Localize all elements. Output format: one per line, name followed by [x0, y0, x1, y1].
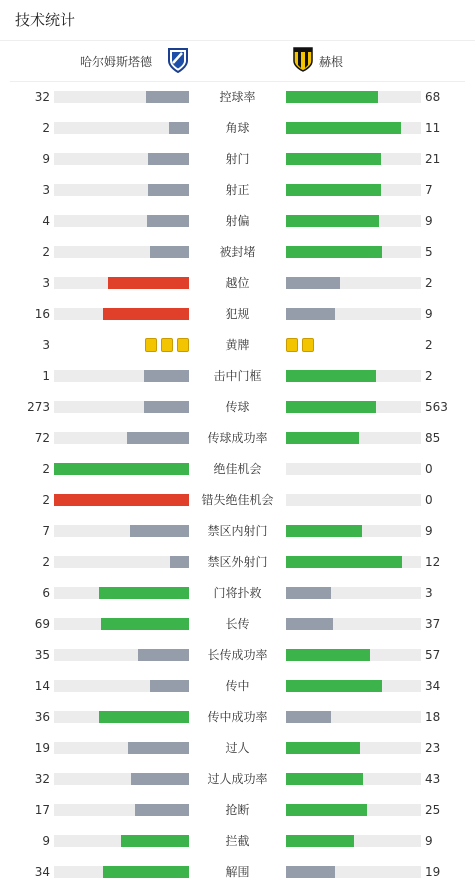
home-bar-fill: [146, 91, 189, 103]
home-value: 2: [42, 245, 50, 259]
home-bar-track: [54, 680, 189, 692]
away-value: 85: [425, 431, 441, 445]
stat-row: [0, 275, 475, 306]
away-value: 43: [425, 772, 441, 786]
stat-row: [0, 430, 475, 461]
away-bar-fill: [286, 215, 379, 227]
away-value: 9: [425, 524, 433, 538]
stat-label: 控球率: [219, 90, 256, 104]
home-bar-track: [54, 835, 189, 847]
away-bar-track: [286, 184, 421, 196]
stat-row: [0, 213, 475, 244]
yellow-card-icon: [302, 338, 314, 352]
away-value: 9: [425, 834, 433, 848]
away-bar-track: [286, 835, 421, 847]
home-bar-track: [54, 246, 189, 258]
away-bar-fill: [286, 773, 363, 785]
stat-label: 角球: [225, 121, 250, 135]
away-bar-fill: [286, 401, 376, 413]
home-bar-track: [54, 525, 189, 537]
stat-label: 射偏: [225, 214, 250, 228]
home-bar-track: [54, 649, 189, 661]
home-value: 3: [42, 276, 50, 290]
away-bar-track: [286, 587, 421, 599]
away-bar-track: [286, 742, 421, 754]
stat-row: [0, 151, 475, 182]
stat-label: 传球成功率: [207, 431, 268, 445]
away-bar-fill: [286, 866, 335, 878]
away-value: 2: [425, 276, 433, 290]
home-bar-fill: [121, 835, 189, 847]
away-value: 34: [425, 679, 441, 693]
stat-label: 禁区外射门: [207, 555, 268, 569]
away-value: 2: [425, 369, 433, 383]
home-bar-fill: [170, 556, 189, 568]
away-yellow-cards: [286, 338, 318, 352]
stat-label: 越位: [225, 276, 250, 290]
stat-row: [0, 399, 475, 430]
away-bar-track: [286, 680, 421, 692]
away-value: 18: [425, 710, 441, 724]
home-value: 69: [34, 617, 50, 631]
teams-header: [10, 41, 465, 82]
away-bar-fill: [286, 804, 367, 816]
home-value: 7: [42, 524, 50, 538]
home-bar-fill: [99, 711, 189, 723]
yellow-card-icon: [161, 338, 173, 352]
home-bar-fill: [128, 742, 189, 754]
home-bar-fill: [147, 215, 189, 227]
home-bar-track: [54, 91, 189, 103]
home-bar-track: [54, 711, 189, 723]
home-bar-fill: [103, 308, 189, 320]
home-bar-track: [54, 308, 189, 320]
yellow-card-icon: [145, 338, 157, 352]
stat-label: 射门: [225, 152, 250, 166]
away-bar-track: [286, 866, 421, 878]
stat-row: [0, 585, 475, 616]
away-bar-track: [286, 215, 421, 227]
away-bar-fill: [286, 587, 331, 599]
stat-row: [0, 337, 475, 368]
home-bar-fill: [144, 370, 189, 382]
stat-row: [0, 244, 475, 275]
home-bar-track: [54, 618, 189, 630]
home-value: 3: [42, 183, 50, 197]
away-bar-fill: [286, 277, 340, 289]
away-bar-track: [286, 463, 421, 475]
home-bar-fill: [54, 494, 189, 506]
home-value: 2: [42, 555, 50, 569]
stat-row: [0, 616, 475, 647]
away-bar-fill: [286, 618, 333, 630]
away-value: 5: [425, 245, 433, 259]
away-bar-fill: [286, 556, 402, 568]
stat-row: [0, 523, 475, 554]
home-bar-fill: [54, 463, 189, 475]
stat-row: [0, 709, 475, 740]
stat-label: 过人成功率: [207, 772, 268, 786]
home-bar-track: [54, 866, 189, 878]
away-value: 0: [425, 462, 433, 476]
away-bar-fill: [286, 308, 335, 320]
stat-label: 犯规: [225, 307, 250, 321]
home-value: 273: [27, 400, 50, 414]
away-bar-track: [286, 308, 421, 320]
stat-row: [0, 182, 475, 213]
home-value: 19: [34, 741, 50, 755]
stat-row: [0, 833, 475, 864]
home-bar-track: [54, 556, 189, 568]
away-value: 57: [425, 648, 441, 662]
stat-label: 过人: [225, 741, 250, 755]
stat-label: 被封堵: [219, 245, 256, 259]
away-value: 12: [425, 555, 441, 569]
home-value: 3: [42, 338, 50, 352]
away-bar-track: [286, 153, 421, 165]
home-value: 17: [34, 803, 50, 817]
stat-label: 绝佳机会: [213, 462, 262, 476]
home-bar-fill: [138, 649, 189, 661]
away-bar-fill: [286, 370, 376, 382]
stat-row: [0, 461, 475, 492]
stat-row: [0, 368, 475, 399]
away-value: 2: [425, 338, 433, 352]
away-value: 11: [425, 121, 441, 135]
yellow-card-icon: [177, 338, 189, 352]
away-bar-track: [286, 618, 421, 630]
away-bar-fill: [286, 525, 362, 537]
home-bar-track: [54, 494, 189, 506]
home-value: 6: [42, 586, 50, 600]
away-bar-track: [286, 494, 421, 506]
away-bar-fill: [286, 680, 382, 692]
home-bar-track: [54, 122, 189, 134]
stat-label: 射正: [225, 183, 250, 197]
home-value: 9: [42, 834, 50, 848]
home-value: 9: [42, 152, 50, 166]
away-bar-fill: [286, 91, 378, 103]
away-value: 3: [425, 586, 433, 600]
away-bar-track: [286, 711, 421, 723]
away-value: 563: [425, 400, 448, 414]
away-bar-fill: [286, 649, 370, 661]
home-value: 16: [34, 307, 50, 321]
stat-label: 错失绝佳机会: [201, 493, 274, 507]
stat-row: [0, 492, 475, 523]
stat-label: 解围: [225, 865, 250, 879]
away-bar-track: [286, 649, 421, 661]
away-bar-fill: [286, 122, 401, 134]
home-value: 36: [34, 710, 50, 724]
stat-label: 击中门框: [213, 369, 262, 383]
away-value: 9: [425, 307, 433, 321]
away-value: 7: [425, 183, 433, 197]
home-bar-fill: [127, 432, 189, 444]
home-bar-fill: [103, 866, 189, 878]
stat-row: [0, 864, 475, 895]
away-bar-fill: [286, 184, 381, 196]
home-value: 2: [42, 493, 50, 507]
page-title: 技术统计: [15, 11, 76, 29]
home-bar-track: [54, 773, 189, 785]
home-bar-fill: [130, 525, 189, 537]
home-bar-track: [54, 215, 189, 227]
stat-row: [0, 554, 475, 585]
home-bar-fill: [148, 153, 189, 165]
away-bar-track: [286, 91, 421, 103]
away-value: 37: [425, 617, 441, 631]
home-bar-track: [54, 804, 189, 816]
stat-row: [0, 306, 475, 337]
away-value: 25: [425, 803, 441, 817]
home-value: 2: [42, 121, 50, 135]
away-bar-fill: [286, 742, 360, 754]
home-value: 1: [42, 369, 50, 383]
home-bar-track: [54, 432, 189, 444]
stat-label: 传中: [225, 679, 250, 693]
away-bar-track: [286, 804, 421, 816]
away-bar-track: [286, 277, 421, 289]
home-value: 72: [34, 431, 50, 445]
stat-label: 门将扑救: [213, 586, 262, 600]
home-bar-fill: [131, 773, 189, 785]
away-bar-fill: [286, 432, 359, 444]
stat-label: 黄牌: [225, 338, 250, 352]
away-value: 0: [425, 493, 433, 507]
stat-label: 禁区内射门: [207, 524, 268, 538]
home-bar-fill: [148, 184, 189, 196]
home-bar-track: [54, 401, 189, 413]
away-bar-track: [286, 556, 421, 568]
stat-label: 拦截: [225, 834, 250, 848]
home-bar-fill: [101, 618, 189, 630]
home-bar-track: [54, 742, 189, 754]
stat-label: 传球: [225, 400, 250, 414]
home-bar-fill: [99, 587, 189, 599]
away-bar-fill: [286, 153, 381, 165]
home-bar-track: [54, 370, 189, 382]
away-bar-track: [286, 246, 421, 258]
stat-row: [0, 740, 475, 771]
home-bar-track: [54, 184, 189, 196]
away-value: 23: [425, 741, 441, 755]
away-bar-track: [286, 122, 421, 134]
home-bar-track: [54, 277, 189, 289]
home-bar-fill: [169, 122, 189, 134]
home-bar-fill: [150, 246, 189, 258]
home-value: 14: [34, 679, 50, 693]
home-bar-fill: [108, 277, 189, 289]
stat-row: [0, 802, 475, 833]
home-yellow-cards: [141, 338, 189, 352]
home-team-name: 哈尔姆斯塔德: [79, 55, 152, 69]
home-value: 32: [34, 772, 50, 786]
stat-row: [0, 89, 475, 120]
stat-label: 长传: [225, 617, 250, 631]
away-bar-track: [286, 773, 421, 785]
away-bar-track: [286, 370, 421, 382]
home-bar-track: [54, 463, 189, 475]
yellow-card-icon: [286, 338, 298, 352]
home-value: 34: [34, 865, 50, 879]
away-team-badge-icon: [292, 46, 314, 72]
stat-label: 传中成功率: [207, 710, 268, 724]
away-bar-fill: [286, 246, 382, 258]
home-bar-fill: [150, 680, 189, 692]
stat-row: [0, 120, 475, 151]
away-bar-track: [286, 401, 421, 413]
stat-label: 长传成功率: [207, 648, 268, 662]
away-value: 21: [425, 152, 441, 166]
home-value: 4: [42, 214, 50, 228]
home-bar-fill: [144, 401, 189, 413]
home-value: 35: [34, 648, 50, 662]
home-value: 2: [42, 462, 50, 476]
home-bar-track: [54, 153, 189, 165]
away-bar-fill: [286, 711, 331, 723]
stat-label: 抢断: [225, 803, 250, 817]
stat-row: [0, 647, 475, 678]
stat-row: [0, 678, 475, 709]
away-value: 9: [425, 214, 433, 228]
away-value: 68: [425, 90, 441, 104]
away-value: 19: [425, 865, 441, 879]
away-team-name: 赫根: [319, 55, 344, 69]
away-bar-track: [286, 525, 421, 537]
home-bar-fill: [135, 804, 189, 816]
away-bar-fill: [286, 835, 354, 847]
home-team-badge-icon: [167, 47, 189, 73]
home-value: 32: [34, 90, 50, 104]
stat-row: [0, 771, 475, 802]
home-bar-track: [54, 587, 189, 599]
away-bar-track: [286, 432, 421, 444]
